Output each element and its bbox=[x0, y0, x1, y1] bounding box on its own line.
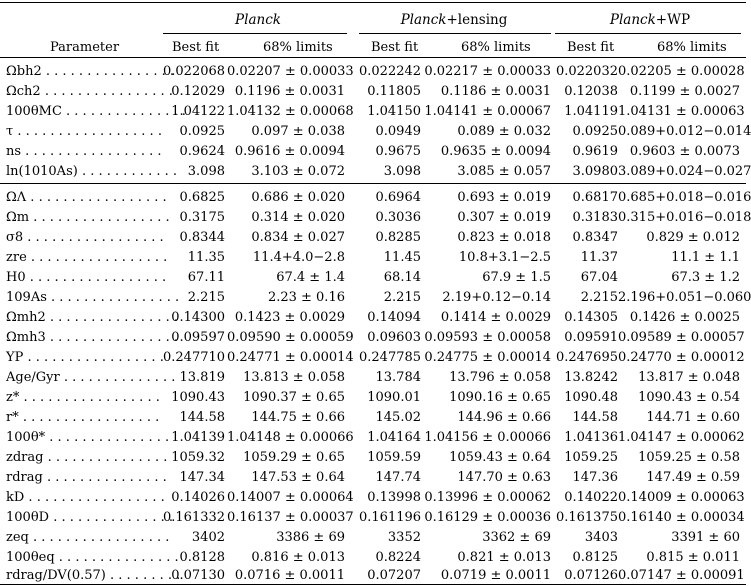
lensing-limits: 67.9 ± 1.5 bbox=[482, 270, 551, 285]
row-parameter: ln(1010As) . . . . . . . . . . . . bbox=[6, 164, 177, 179]
planck-best-fit: 3402 bbox=[191, 530, 225, 545]
lensing-limits: 0.1414 ± 0.0029 bbox=[440, 310, 551, 325]
planck-limits: 0.9616 ± 0.0094 bbox=[234, 144, 345, 159]
table-row bbox=[0, 188, 751, 208]
wp-limits: 1090.43 ± 0.54 bbox=[638, 390, 740, 405]
planck-best-fit: 0.9624 bbox=[179, 144, 225, 159]
wp-limits: 0.315+0.016−0.018 bbox=[618, 210, 751, 225]
planck-best-fit: 0.8128 bbox=[179, 550, 225, 565]
lensing-best-fit: 0.3036 bbox=[375, 210, 421, 225]
lensing-best-fit: 3.098 bbox=[383, 164, 421, 179]
lensing-limits: 1.04141 ± 0.00067 bbox=[424, 104, 551, 119]
planck-limits: 0.14007 ± 0.00064 bbox=[227, 490, 354, 505]
wp-limits: 0.685+0.018−0.016 bbox=[618, 190, 751, 205]
lensing-limits: 0.307 ± 0.019 bbox=[457, 210, 551, 225]
wp-best-fit: 0.09591 bbox=[564, 330, 618, 345]
planck-best-fit: 0.161332 bbox=[163, 510, 226, 525]
planck-limits: 1.04132 ± 0.00068 bbox=[227, 104, 354, 119]
planck-best-fit: 0.3175 bbox=[179, 210, 225, 225]
bottom-rule bbox=[0, 584, 746, 585]
table-row bbox=[0, 328, 746, 348]
row-parameter: ns . . . . . . . . . . . . . . . . . bbox=[6, 144, 162, 159]
planck-limits: 1059.29 ± 0.65 bbox=[243, 450, 345, 465]
group-header-lensing bbox=[359, 12, 549, 28]
row-parameter: z* . . . . . . . . . . . . . . . . . bbox=[6, 390, 160, 405]
row-parameter: r* . . . . . . . . . . . . . . . . . bbox=[6, 410, 160, 425]
lensing-limits: 0.02217 ± 0.00033 bbox=[424, 64, 551, 79]
wp-limits: 0.09589 ± 0.00057 bbox=[618, 330, 745, 345]
table-row bbox=[0, 408, 746, 428]
wp-best-fit: 13.8242 bbox=[564, 370, 618, 385]
lensing-best-fit: 0.07207 bbox=[367, 568, 421, 583]
row-parameter: Ωm . . . . . . . . . . . . . . . . . bbox=[6, 210, 170, 225]
table-row bbox=[0, 62, 746, 82]
group-wp-prefix: Planck bbox=[609, 12, 656, 28]
wp-limits: 0.16140 ± 0.00034 bbox=[618, 510, 745, 525]
wp-limits: 3.089+0.024−0.027 bbox=[618, 164, 751, 179]
wp-best-fit: 0.6817 bbox=[572, 190, 618, 205]
wp-best-fit: 11.37 bbox=[580, 250, 618, 265]
planck-best-fit: 144.58 bbox=[179, 410, 225, 425]
wp-best-fit: 0.8347 bbox=[572, 230, 618, 245]
table-row bbox=[0, 548, 746, 568]
table-row bbox=[0, 388, 746, 408]
lensing-best-fit: 0.14094 bbox=[367, 310, 421, 325]
column-header-limits-planck: 68% limits bbox=[263, 40, 333, 55]
wp-best-fit: 0.9619 bbox=[572, 144, 618, 159]
planck-limits: 147.53 ± 0.64 bbox=[251, 470, 345, 485]
planck-best-fit: 0.14300 bbox=[171, 310, 225, 325]
table-row bbox=[0, 566, 746, 586]
planck-best-fit: 0.8344 bbox=[179, 230, 225, 245]
row-parameter: τ . . . . . . . . . . . . . . . . . . bbox=[6, 124, 162, 139]
table-row bbox=[0, 488, 746, 508]
wp-limits: 0.02205 ± 0.00028 bbox=[618, 64, 745, 79]
planck-best-fit: 0.09597 bbox=[171, 330, 225, 345]
section-rule bbox=[0, 183, 746, 184]
row-parameter: Ωch2 . . . . . . . . . . . . . . . . bbox=[6, 84, 173, 99]
header-rule bbox=[0, 57, 746, 58]
planck-limits: 1.04148 ± 0.00066 bbox=[227, 430, 354, 445]
group-planck-label: Planck bbox=[235, 12, 281, 28]
lensing-best-fit: 0.8224 bbox=[375, 550, 421, 565]
group-wp-suffix: +WP bbox=[655, 12, 691, 28]
planck-limits: 0.834 ± 0.027 bbox=[251, 230, 345, 245]
planck-best-fit: 0.6825 bbox=[179, 190, 225, 205]
lensing-best-fit: 147.74 bbox=[375, 470, 421, 485]
planck-limits: 2.23 ± 0.16 bbox=[267, 290, 345, 305]
planck-limits: 0.686 ± 0.020 bbox=[251, 190, 345, 205]
planck-best-fit: 147.34 bbox=[179, 470, 225, 485]
wp-best-fit: 0.07126 bbox=[564, 568, 618, 583]
lensing-limits: 3362 ± 69 bbox=[482, 530, 551, 545]
lensing-best-fit: 1.04150 bbox=[367, 104, 421, 119]
planck-limits: 67.4 ± 1.4 bbox=[276, 270, 345, 285]
row-parameter: Ωmh2 . . . . . . . . . . . . . . . . bbox=[6, 310, 178, 325]
wp-best-fit: 1.04119 bbox=[564, 104, 618, 119]
lensing-best-fit: 3352 bbox=[387, 530, 421, 545]
wp-best-fit: 0.247695 bbox=[555, 350, 618, 365]
lensing-best-fit: 0.9675 bbox=[375, 144, 421, 159]
row-parameter: Ωmh3 . . . . . . . . . . . . . . . . bbox=[6, 330, 178, 345]
group-underline-wp bbox=[555, 33, 741, 34]
planck-limits: 0.816 ± 0.013 bbox=[251, 550, 345, 565]
planck-best-fit: 3.098 bbox=[187, 164, 225, 179]
planck-best-fit: 1.04139 bbox=[171, 430, 225, 445]
wp-limits: 0.815 ± 0.011 bbox=[646, 550, 740, 565]
planck-limits: 144.75 ± 0.66 bbox=[251, 410, 345, 425]
planck-best-fit: 0.12029 bbox=[171, 84, 225, 99]
lensing-best-fit: 11.45 bbox=[383, 250, 421, 265]
lensing-limits: 1090.16 ± 0.65 bbox=[449, 390, 551, 405]
planck-limits: 1090.37 ± 0.65 bbox=[243, 390, 345, 405]
lensing-limits: 0.693 ± 0.019 bbox=[457, 190, 551, 205]
planck-best-fit: 13.819 bbox=[179, 370, 225, 385]
wp-limits: 11.1 ± 1.1 bbox=[671, 250, 740, 265]
row-parameter: ΩΛ . . . . . . . . . . . . . . . . . bbox=[6, 190, 167, 205]
lensing-best-fit: 68.14 bbox=[383, 270, 421, 285]
group-underline-lensing bbox=[359, 33, 551, 34]
row-parameter: 100θD . . . . . . . . . . . . . . . bbox=[6, 510, 174, 525]
wp-limits: 67.3 ± 1.2 bbox=[671, 270, 740, 285]
planck-limits: 0.1196 ± 0.0031 bbox=[234, 84, 345, 99]
column-header-best-fit-lensing: Best fit bbox=[371, 40, 419, 55]
row-parameter: YP . . . . . . . . . . . . . . . . . bbox=[6, 350, 164, 365]
lensing-best-fit: 1090.01 bbox=[367, 390, 421, 405]
lensing-limits: 0.16129 ± 0.00036 bbox=[424, 510, 551, 525]
lensing-limits: 144.96 ± 0.66 bbox=[457, 410, 551, 425]
table-row bbox=[0, 428, 746, 448]
planck-limits: 0.1423 ± 0.0029 bbox=[234, 310, 345, 325]
lensing-best-fit: 0.161196 bbox=[359, 510, 422, 525]
row-parameter: zre . . . . . . . . . . . . . . . . . bbox=[6, 250, 168, 265]
lensing-best-fit: 0.8285 bbox=[375, 230, 421, 245]
lensing-best-fit: 0.11805 bbox=[367, 84, 421, 99]
wp-best-fit: 0.14305 bbox=[564, 310, 618, 325]
wp-best-fit: 0.0925 bbox=[572, 124, 618, 139]
row-parameter: Age/Gyr . . . . . . . . . . . . . . bbox=[6, 370, 176, 385]
row-parameter: σ8 . . . . . . . . . . . . . . . . . bbox=[6, 230, 164, 245]
table-row bbox=[0, 368, 746, 388]
wp-best-fit: 147.36 bbox=[572, 470, 618, 485]
lensing-limits: 1.04156 ± 0.00066 bbox=[424, 430, 551, 445]
lensing-best-fit: 0.0949 bbox=[375, 124, 421, 139]
lensing-limits: 10.8+3.1−2.5 bbox=[458, 250, 551, 265]
table-row bbox=[0, 308, 746, 328]
row-parameter: 100θMC . . . . . . . . . . . . . . . bbox=[6, 104, 186, 119]
planck-limits: 0.09590 ± 0.00059 bbox=[227, 330, 354, 345]
planck-best-fit: 1059.32 bbox=[171, 450, 225, 465]
wp-best-fit: 1059.25 bbox=[564, 450, 618, 465]
row-parameter: rdrag/DV(0.57) . . . . . . . . . bbox=[6, 568, 181, 583]
planck-best-fit: 1090.43 bbox=[171, 390, 225, 405]
table-row bbox=[0, 248, 746, 268]
lensing-best-fit: 1059.59 bbox=[367, 450, 421, 465]
wp-limits: 3391 ± 60 bbox=[671, 530, 740, 545]
wp-limits: 13.817 ± 0.048 bbox=[638, 370, 740, 385]
planck-best-fit: 0.07130 bbox=[171, 568, 225, 583]
lensing-limits: 0.823 ± 0.018 bbox=[457, 230, 551, 245]
planck-best-fit: 1.04122 bbox=[171, 104, 225, 119]
planck-limits: 11.4+4.0−2.8 bbox=[252, 250, 345, 265]
lensing-limits: 0.09593 ± 0.00058 bbox=[424, 330, 551, 345]
wp-best-fit: 3.0980 bbox=[572, 164, 618, 179]
wp-limits: 0.07147 ± 0.00091 bbox=[618, 568, 745, 583]
lensing-best-fit: 0.13998 bbox=[367, 490, 421, 505]
planck-limits: 0.16137 ± 0.00037 bbox=[227, 510, 354, 525]
column-header-best-fit-planck: Best fit bbox=[172, 40, 220, 55]
row-parameter: 100θeq . . . . . . . . . . . . . . . bbox=[6, 550, 179, 565]
lensing-limits: 147.70 ± 0.63 bbox=[457, 470, 551, 485]
table-row bbox=[0, 82, 746, 102]
wp-limits: 1.04131 ± 0.00063 bbox=[618, 104, 745, 119]
table-row bbox=[0, 528, 746, 548]
table-row bbox=[0, 468, 746, 488]
table-row bbox=[0, 122, 751, 142]
wp-limits: 0.14009 ± 0.00063 bbox=[618, 490, 745, 505]
planck-limits: 0.24771 ± 0.00014 bbox=[227, 350, 354, 365]
row-parameter: Ωbh2 . . . . . . . . . . . . . . . . bbox=[6, 64, 174, 79]
wp-best-fit: 0.14022 bbox=[564, 490, 618, 505]
table-row bbox=[0, 208, 751, 228]
column-header-limits-lensing: 68% limits bbox=[461, 40, 531, 55]
top-rule bbox=[0, 2, 746, 3]
wp-best-fit: 0.3183 bbox=[572, 210, 618, 225]
wp-limits: 0.9603 ± 0.0073 bbox=[629, 144, 740, 159]
planck-best-fit: 0.14026 bbox=[171, 490, 225, 505]
planck-best-fit: 2.215 bbox=[187, 290, 225, 305]
row-parameter: zdrag . . . . . . . . . . . . . . . bbox=[6, 450, 168, 465]
wp-best-fit: 0.161375 bbox=[555, 510, 618, 525]
lensing-best-fit: 0.247785 bbox=[359, 350, 422, 365]
table-row bbox=[0, 162, 751, 182]
planck-limits: 3.103 ± 0.072 bbox=[251, 164, 345, 179]
wp-best-fit: 1090.48 bbox=[564, 390, 618, 405]
table-row bbox=[0, 142, 746, 162]
planck-best-fit: 0.022068 bbox=[163, 64, 226, 79]
lensing-best-fit: 0.6964 bbox=[375, 190, 421, 205]
row-parameter: zeq . . . . . . . . . . . . . . . . . bbox=[6, 530, 170, 545]
wp-limits: 0.089+0.012−0.014 bbox=[618, 124, 751, 139]
wp-limits: 144.71 ± 0.60 bbox=[646, 410, 740, 425]
wp-best-fit: 0.8125 bbox=[572, 550, 618, 565]
wp-limits: 0.24770 ± 0.00012 bbox=[618, 350, 745, 365]
row-parameter: kD . . . . . . . . . . . . . . . . . bbox=[6, 490, 165, 505]
column-header-parameter: Parameter bbox=[50, 40, 120, 55]
row-parameter: rdrag . . . . . . . . . . . . . . . bbox=[6, 470, 167, 485]
lensing-best-fit: 145.02 bbox=[375, 410, 421, 425]
planck-limits: 0.314 ± 0.020 bbox=[251, 210, 345, 225]
wp-best-fit: 67.04 bbox=[580, 270, 618, 285]
lensing-best-fit: 0.09603 bbox=[367, 330, 421, 345]
group-lensing-prefix: Planck bbox=[400, 12, 447, 28]
planck-best-fit: 0.247710 bbox=[163, 350, 226, 365]
lensing-best-fit: 0.022242 bbox=[359, 64, 422, 79]
planck-limits: 0.0716 ± 0.0011 bbox=[234, 568, 345, 583]
wp-limits: 1.04147 ± 0.00062 bbox=[618, 430, 745, 445]
planck-limits: 0.097 ± 0.038 bbox=[251, 124, 345, 139]
lensing-limits: 2.19+0.12−0.14 bbox=[442, 290, 551, 305]
lensing-limits: 0.821 ± 0.013 bbox=[457, 550, 551, 565]
lensing-best-fit: 13.784 bbox=[375, 370, 421, 385]
wp-limits: 147.49 ± 0.59 bbox=[646, 470, 740, 485]
lensing-limits: 0.1186 ± 0.0031 bbox=[440, 84, 551, 99]
planck-best-fit: 67.11 bbox=[187, 270, 225, 285]
planck-limits: 13.813 ± 0.058 bbox=[243, 370, 345, 385]
column-header-best-fit-wp: Best fit bbox=[567, 40, 615, 55]
group-header-planck bbox=[163, 12, 353, 28]
row-parameter: 109As . . . . . . . . . . . . . . . . bbox=[6, 290, 180, 305]
wp-best-fit: 2.215 bbox=[580, 290, 618, 305]
wp-limits: 0.1199 ± 0.0027 bbox=[629, 84, 740, 99]
lensing-best-fit: 2.215 bbox=[383, 290, 421, 305]
row-parameter: H0 . . . . . . . . . . . . . . . . . bbox=[6, 270, 167, 285]
table-row bbox=[0, 228, 746, 248]
lensing-limits: 0.24775 ± 0.00014 bbox=[424, 350, 551, 365]
lensing-limits: 1059.43 ± 0.64 bbox=[449, 450, 551, 465]
lensing-limits: 3.085 ± 0.057 bbox=[457, 164, 551, 179]
wp-limits: 0.829 ± 0.012 bbox=[646, 230, 740, 245]
column-header-limits-wp: 68% limits bbox=[657, 40, 727, 55]
lensing-best-fit: 1.04164 bbox=[367, 430, 421, 445]
wp-limits: 1059.25 ± 0.58 bbox=[638, 450, 740, 465]
lensing-limits: 0.9635 ± 0.0094 bbox=[440, 144, 551, 159]
table-row bbox=[0, 448, 746, 468]
planck-best-fit: 11.35 bbox=[187, 250, 225, 265]
table-row bbox=[0, 268, 746, 288]
table-row bbox=[0, 508, 746, 528]
lensing-limits: 0.089 ± 0.032 bbox=[457, 124, 551, 139]
group-lensing-suffix: +lensing bbox=[446, 12, 508, 28]
planck-limits: 0.02207 ± 0.00033 bbox=[227, 64, 354, 79]
group-underline-planck bbox=[163, 33, 347, 34]
table-row bbox=[0, 348, 746, 368]
lensing-limits: 13.796 ± 0.058 bbox=[449, 370, 551, 385]
wp-best-fit: 144.58 bbox=[572, 410, 618, 425]
lensing-limits: 0.13996 ± 0.00062 bbox=[424, 490, 551, 505]
wp-best-fit: 1.04136 bbox=[564, 430, 618, 445]
wp-best-fit: 3403 bbox=[584, 530, 618, 545]
row-parameter: 100θ* . . . . . . . . . . . . . . . bbox=[6, 430, 170, 445]
wp-best-fit: 0.022032 bbox=[555, 64, 618, 79]
planck-limits: 3386 ± 69 bbox=[276, 530, 345, 545]
lensing-limits: 0.0719 ± 0.0011 bbox=[440, 568, 551, 583]
wp-limits: 2.196+0.051−0.060 bbox=[618, 290, 751, 305]
wp-limits: 0.1426 ± 0.0025 bbox=[629, 310, 740, 325]
wp-best-fit: 0.12038 bbox=[564, 84, 618, 99]
group-header-wp bbox=[555, 12, 745, 28]
table-row bbox=[0, 102, 746, 122]
table-row bbox=[0, 288, 751, 308]
planck-best-fit: 0.0925 bbox=[179, 124, 225, 139]
